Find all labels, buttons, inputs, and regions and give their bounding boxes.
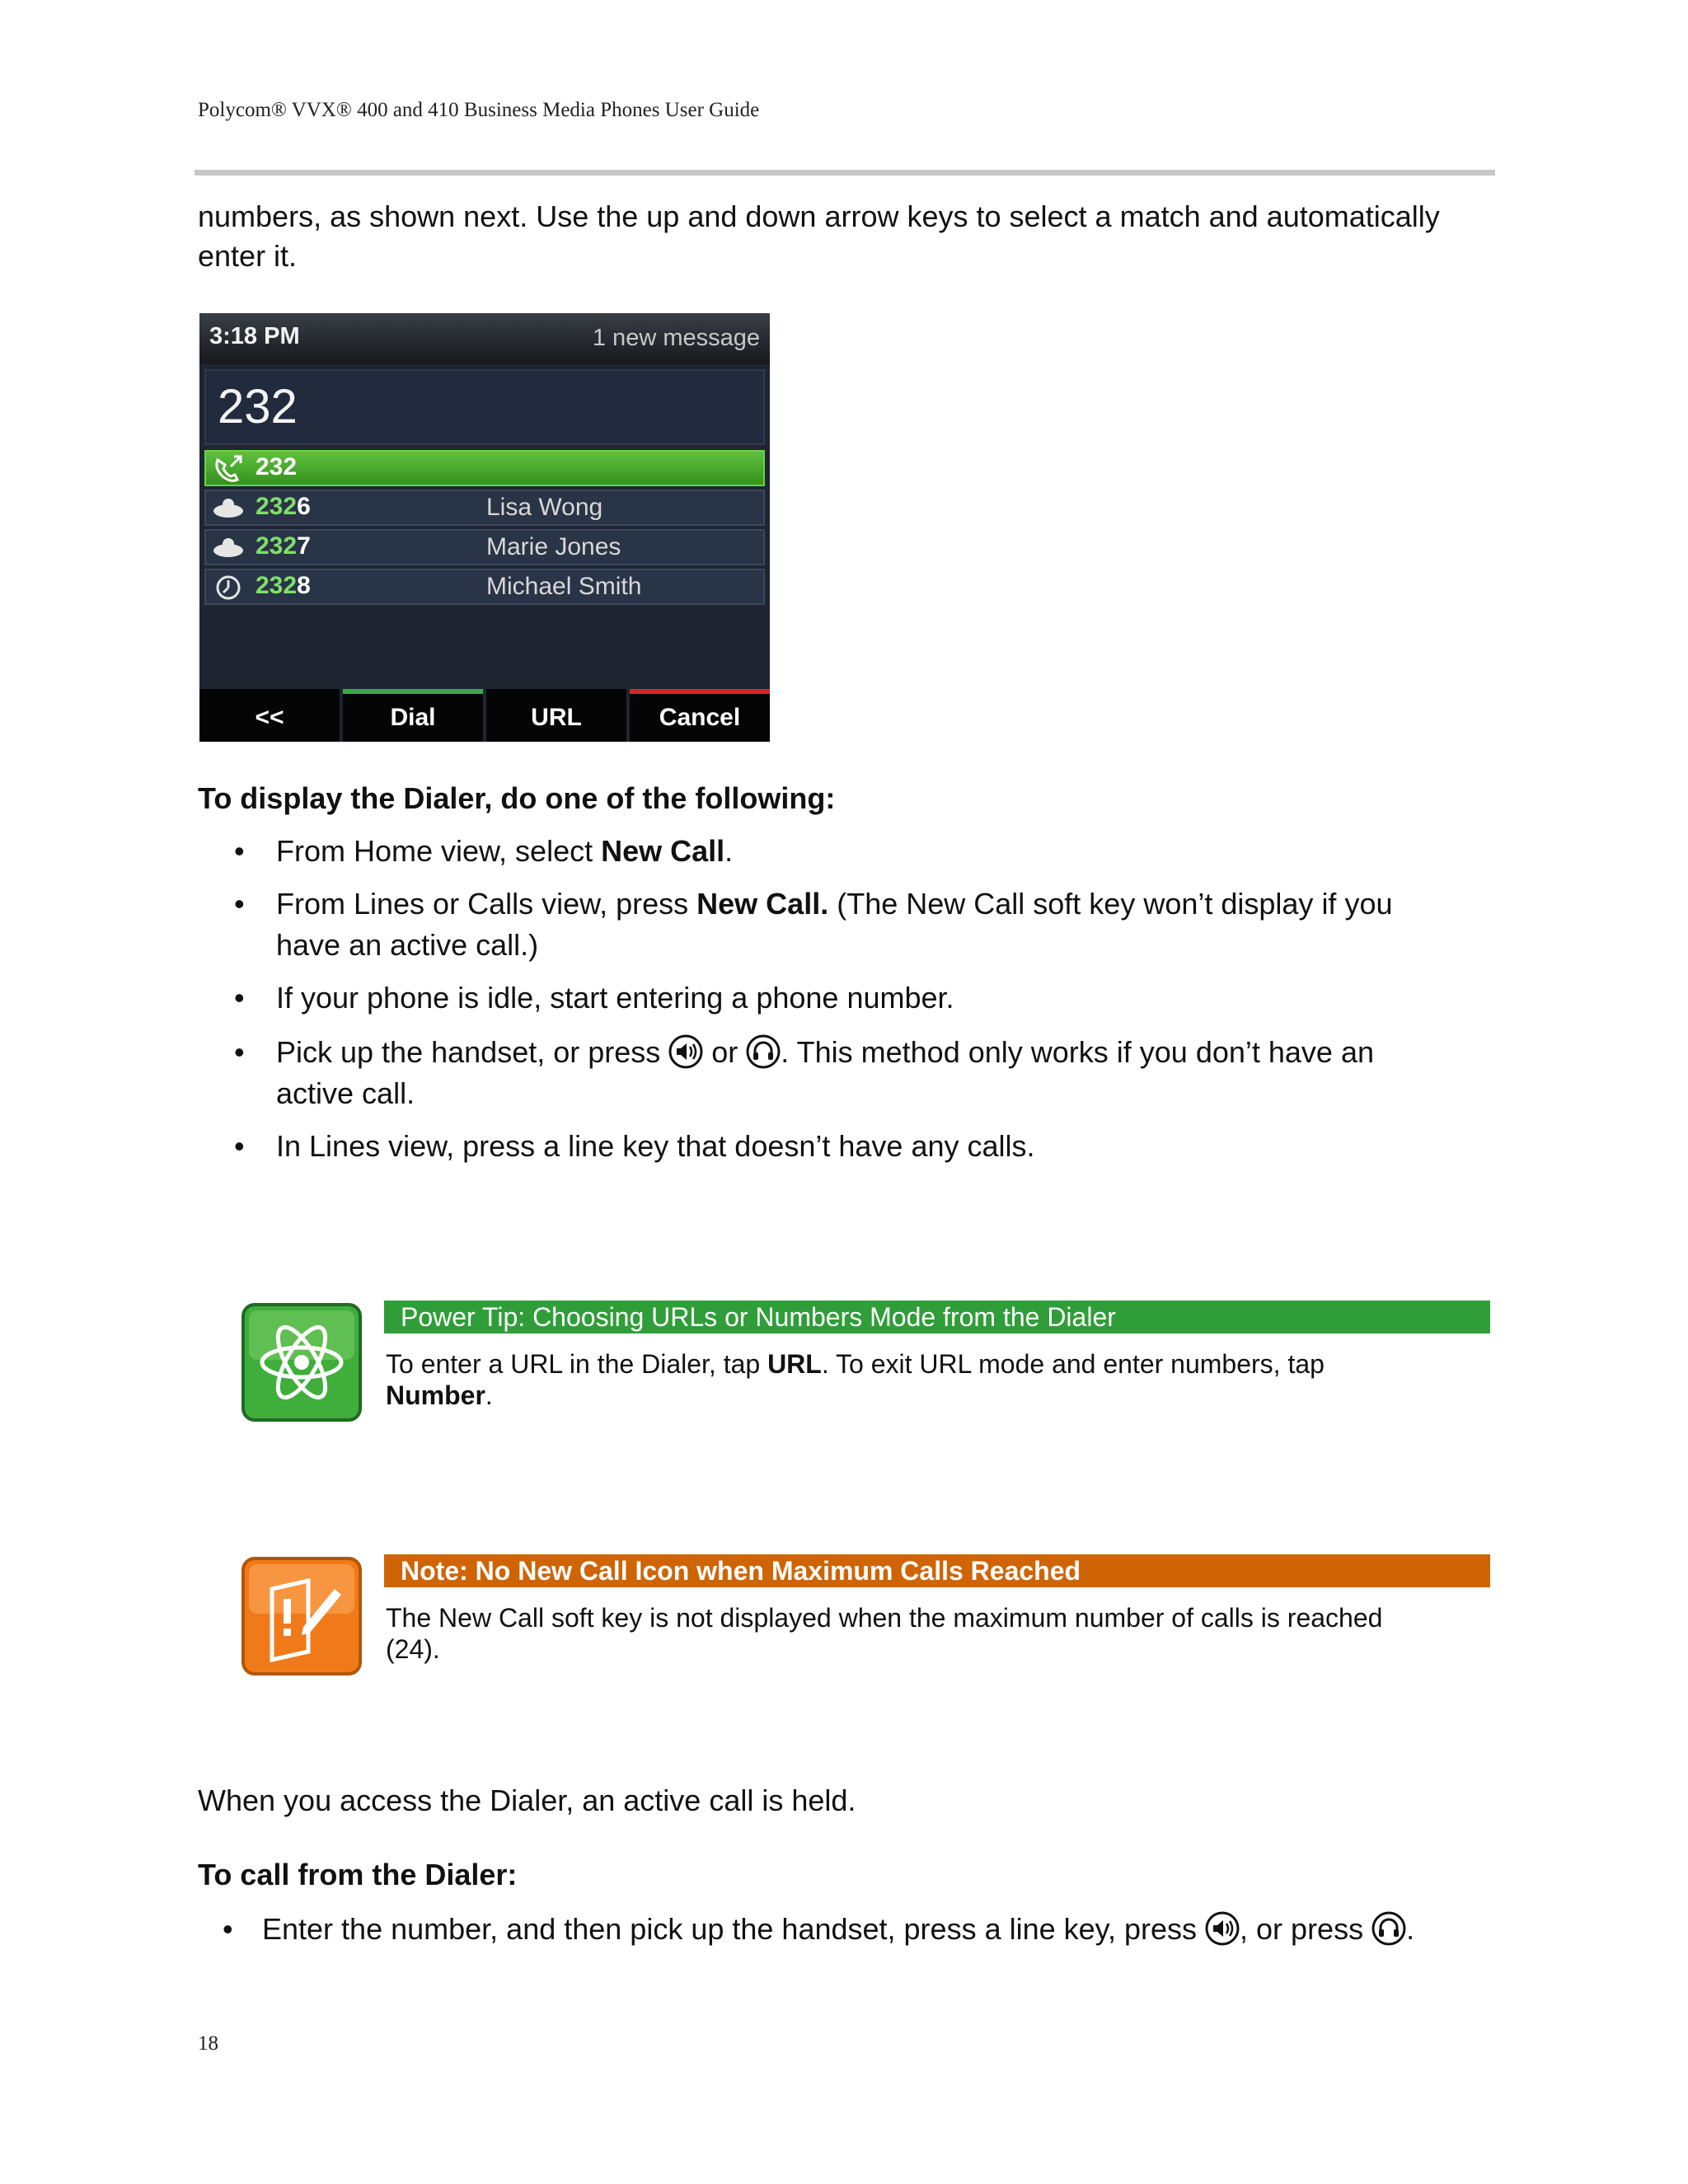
outgoing-call-icon [211,453,246,485]
note-line-1: The New Call soft key is not displayed when the maximum number of calls is reached [386,1603,1383,1633]
bullet-idle: If your phone is idle, start entering a phone number. [276,981,954,1015]
match-name: Marie Jones [486,533,621,560]
match-row [204,529,765,565]
contact-icon [211,532,246,564]
softkey-cancel[interactable]: Cancel [630,689,770,742]
bullet-dot: • [234,981,245,1015]
headset-icon [746,1034,781,1069]
status-time: 3:18 PM [209,323,300,349]
dialer-screenshot [199,313,770,742]
status-message: 1 new message [592,325,760,351]
match-name: Lisa Wong [486,494,603,521]
bullet-dot: • [234,1035,245,1069]
speakerphone-icon [668,1034,703,1069]
bullet-line-key: In Lines view, press a line key that doesn’t have any calls. [276,1129,1035,1163]
bullet-dot: • [234,834,245,868]
bullet-handset: Pick up the handset, or press or . This method only works if you don’t have an [276,1035,1374,1069]
softkey-dial[interactable]: Dial [343,689,483,742]
match-row [204,450,765,486]
match-name: Michael Smith [486,573,642,600]
match-row [204,569,765,605]
power-tip-line-1: To enter a URL in the Dialer, tap URL. To exit URL mode and enter numbers, tap [386,1349,1325,1379]
status-bar [199,313,770,364]
note-line-2: (24). [386,1634,440,1664]
bullet-lines-view: From Lines or Calls view, press New Call. (The New Call soft key won’t display if you [276,887,1393,921]
softkey-back[interactable]: << [199,689,340,742]
page-number: 18 [198,2032,218,2055]
note-title: Note: No New Call Icon when Maximum Calls Reached [384,1554,1490,1587]
held-paragraph: When you access the Dialer, an active call is held. [198,1783,856,1817]
match-number: 2328 [256,572,311,599]
headset-icon [1372,1911,1406,1946]
power-tip-atom-icon [241,1302,363,1422]
speakerphone-icon [1205,1911,1240,1946]
softkey-url[interactable]: URL [486,689,626,742]
match-row [204,490,765,526]
running-header: Polycom® VVX® 400 and 410 Business Media Phones User Guide [198,99,760,121]
bullet-lines-view-cont: have an active call.) [276,928,539,962]
display-heading: To display the Dialer, do one of the following: [198,781,836,815]
intro-line-1: numbers, as shown next. Use the up and down arrow keys to select a match and automatically [198,199,1440,233]
call-heading: To call from the Dialer: [198,1858,518,1891]
bullet-dot: • [234,887,245,921]
dial-entry-field [204,369,765,445]
intro-line-2: enter it. [198,239,298,273]
match-number: 2327 [256,532,311,560]
bullet-handset-cont: active call. [276,1076,415,1110]
bullet-dot: • [234,1129,245,1163]
match-number: 2326 [256,493,311,520]
recent-call-icon [211,572,246,603]
contact-icon [211,493,246,524]
power-tip-line-2: Number. [386,1380,493,1410]
bullet-home-view: From Home view, select New Call. [276,834,734,868]
power-tip-title: Power Tip: Choosing URLs or Numbers Mode from the Dialer [384,1301,1490,1333]
bullet-dot: • [223,1912,233,1946]
bullet-enter-number: Enter the number, and then pick up the handset, press a line key, press , or press . [262,1912,1415,1946]
match-number: 232 [256,453,298,480]
note-icon [241,1556,363,1676]
dial-entry-text: 232 [218,380,298,434]
header-rule [195,170,1495,176]
